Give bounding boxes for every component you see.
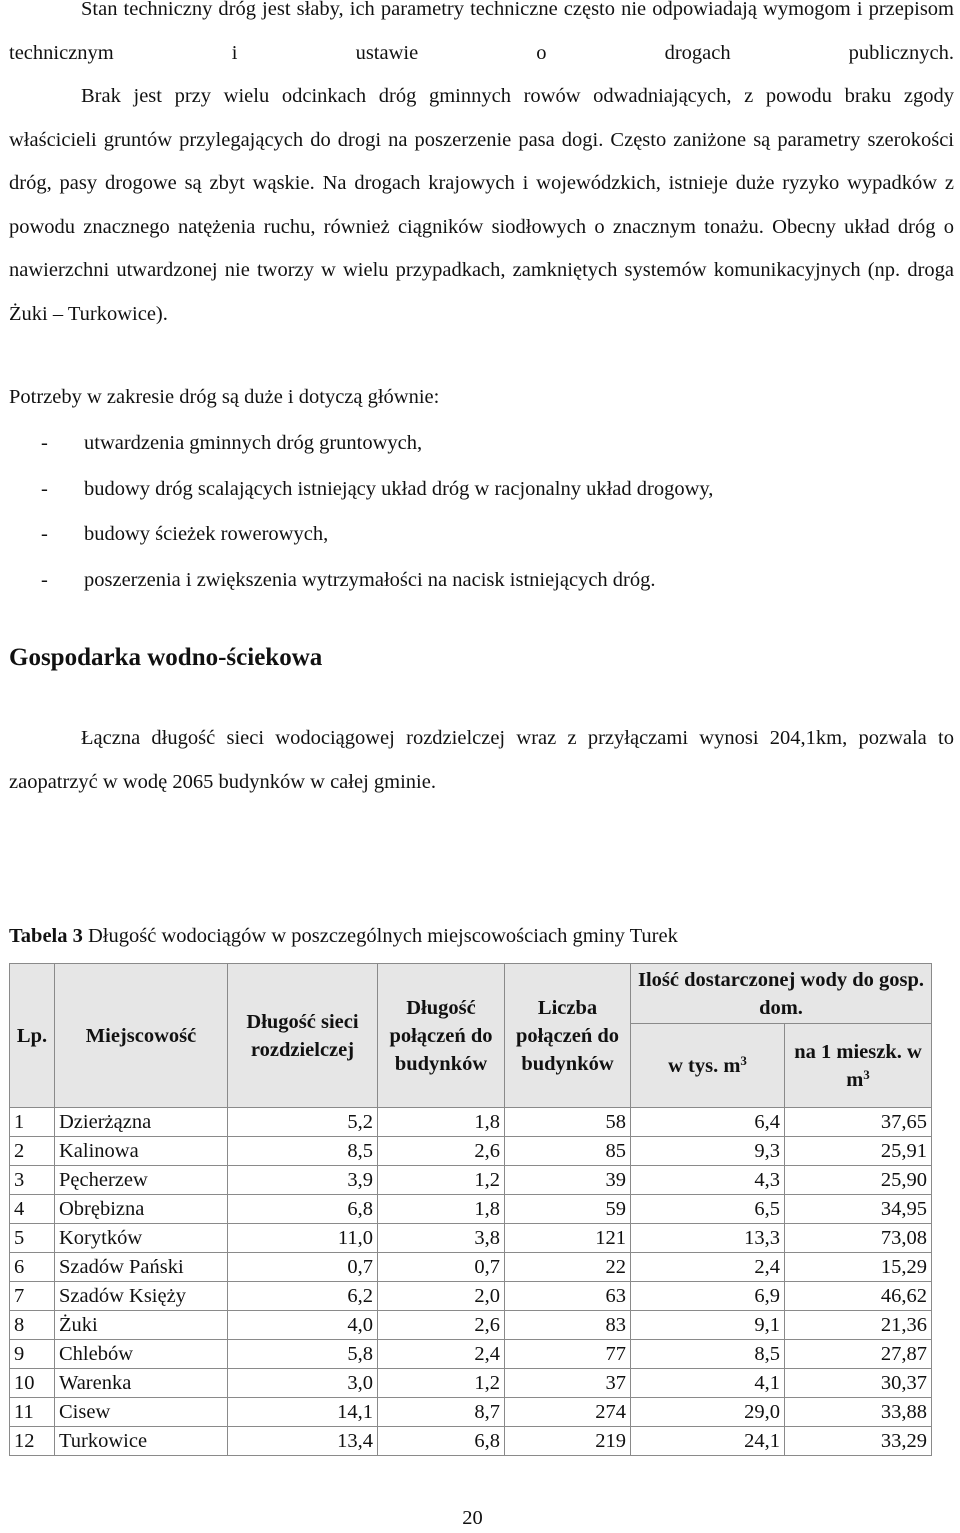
- cell-lp: 6: [10, 1253, 55, 1282]
- list-dash: -: [41, 568, 48, 591]
- section-heading: Gospodarka wodno-ściekowa: [9, 644, 323, 671]
- cell-connections-count: 63: [505, 1282, 631, 1311]
- cell-water-total: 9,1: [631, 1311, 785, 1340]
- table-row: [10, 1108, 932, 1137]
- cell-place: Obrębizna: [55, 1195, 228, 1224]
- cell-connections-length: 2,0: [378, 1282, 505, 1311]
- cell-network-length: 6,2: [228, 1282, 378, 1311]
- list-item: [9, 558, 713, 604]
- cell-place: Kalinowa: [55, 1137, 228, 1166]
- table-row: [10, 1398, 932, 1427]
- table-row: [10, 1369, 932, 1398]
- list-item-text: budowy ścieżek rowerowych,: [84, 523, 329, 545]
- cell-lp: 7: [10, 1282, 55, 1311]
- cell-connections-length: 0,7: [378, 1253, 505, 1282]
- cell-connections-length: 1,2: [378, 1166, 505, 1195]
- cell-lp: 4: [10, 1195, 55, 1224]
- page-number: 20: [462, 1507, 483, 1529]
- cell-network-length: 5,2: [228, 1108, 378, 1137]
- cell-connections-count: 58: [505, 1108, 631, 1137]
- table-row: [10, 1427, 932, 1456]
- cell-connections-length: 3,8: [378, 1224, 505, 1253]
- cell-connections-length: 8,7: [378, 1398, 505, 1427]
- cell-connections-count: 77: [505, 1340, 631, 1369]
- cell-connections-length: 2,6: [378, 1137, 505, 1166]
- table-row: [10, 1137, 932, 1166]
- cell-network-length: 11,0: [228, 1224, 378, 1253]
- list-dash: -: [41, 432, 48, 454]
- cell-water-per-resident: 15,29: [785, 1253, 932, 1282]
- cell-network-length: 0,7: [228, 1253, 378, 1282]
- list-item-text: poszerzenia i zwiększenia wytrzymałości na nacisk istniejących dróg.: [84, 568, 656, 591]
- cell-water-total: 4,1: [631, 1369, 785, 1398]
- table-row: [10, 1195, 932, 1224]
- cell-water-per-resident: 33,29: [785, 1427, 932, 1456]
- cell-place: Pęcherzew: [55, 1166, 228, 1195]
- list-item-text: utwardzenia gminnych dróg gruntowych,: [84, 432, 423, 454]
- cell-place: Dzierżązna: [55, 1108, 228, 1137]
- cell-water-per-resident: 73,08: [785, 1224, 932, 1253]
- cell-connections-count: 274: [505, 1398, 631, 1427]
- cell-network-length: 8,5: [228, 1137, 378, 1166]
- table-caption: [9, 918, 678, 954]
- table-row: [10, 1340, 932, 1369]
- header-place: Miejscowość: [55, 964, 228, 1108]
- header-network-length: Długość sieci rozdzielczej: [228, 964, 378, 1108]
- cell-lp: 11: [10, 1398, 55, 1427]
- paragraph-road-needs-intro: Potrzeby w zakresie dróg są duże i dotyczą głównie:: [9, 386, 440, 408]
- cell-water-per-resident: 33,88: [785, 1398, 932, 1427]
- table-row: [10, 1282, 932, 1311]
- cell-connections-count: 22: [505, 1253, 631, 1282]
- cell-network-length: 4,0: [228, 1311, 378, 1340]
- cell-place: Cisew: [55, 1398, 228, 1427]
- cell-water-per-resident: 37,65: [785, 1108, 932, 1137]
- cell-water-total: 29,0: [631, 1398, 785, 1427]
- cell-place: Żuki: [55, 1311, 228, 1340]
- paragraph-road-problems: Brak jest przy wielu odcinkach dróg gminnych rowów odwadniających, z powodu braku zgody właścicieli gruntów przylegających do drogi na poszerzenie pasa dogi. Często zaniżone są parametry szerokości dróg, pasy drogowe są zbyt wąskie. Na drogach krajowych i wojewódzkich, istnieje duże ryzyko wypadków z powodu znacznego natężenia ruchu, również ciągników siodłowych o znacznym tonażu. Obecny układ dróg o nawierzchni utwardzonej nie tworzy w wielu przypadkach, zamkniętych systemów komunikacyjnych (np. droga Żuki – Turkowice).: [9, 85, 954, 325]
- cell-lp: 10: [10, 1369, 55, 1398]
- cell-network-length: 3,0: [228, 1369, 378, 1398]
- cell-connections-length: 2,6: [378, 1311, 505, 1340]
- cell-connections-count: 83: [505, 1311, 631, 1340]
- table-caption-label: Tabela 3: [9, 925, 83, 947]
- paragraph-water-network: Łączna długość sieci wodociągowej rozdzielczej wraz z przyłączami wynosi 204,1km, pozwala to zaopatrzyć w wodę 2065 budynków w całej gminie.: [9, 727, 954, 793]
- cell-water-total: 6,5: [631, 1195, 785, 1224]
- cell-place: Chlebów: [55, 1340, 228, 1369]
- list-item: [9, 467, 713, 513]
- cell-lp: 2: [10, 1137, 55, 1166]
- header-water-per-resident: na 1 mieszk. w $m^3$: [785, 1024, 932, 1108]
- cell-water-per-resident: 46,62: [785, 1282, 932, 1311]
- cell-connections-length: 1,8: [378, 1195, 505, 1224]
- list-item: [9, 512, 713, 558]
- cell-connections-count: 39: [505, 1166, 631, 1195]
- water-supply-table: [9, 963, 932, 1456]
- cell-water-per-resident: 25,90: [785, 1166, 932, 1195]
- cell-water-per-resident: 21,36: [785, 1311, 932, 1340]
- cell-water-total: 8,5: [631, 1340, 785, 1369]
- cell-water-total: 2,4: [631, 1253, 785, 1282]
- cell-connections-length: 1,8: [378, 1108, 505, 1137]
- cell-connections-count: 219: [505, 1427, 631, 1456]
- list-item: [9, 421, 713, 467]
- cell-network-length: 3,9: [228, 1166, 378, 1195]
- cell-water-total: 6,9: [631, 1282, 785, 1311]
- cell-network-length: 14,1: [228, 1398, 378, 1427]
- cell-water-total: 6,4: [631, 1108, 785, 1137]
- cell-place: Warenka: [55, 1369, 228, 1398]
- superscript-exponent: 3: [740, 1052, 747, 1068]
- paragraph-road-condition: Stan techniczny dróg jest słaby, ich parametry techniczne często nie odpowiadają wymogom i przepisom technicznym i ustawie o drogach publicznych.: [9, 0, 954, 64]
- cell-place: Szadów Pański: [55, 1253, 228, 1282]
- cell-lp: 3: [10, 1166, 55, 1195]
- table-row: [10, 1166, 932, 1195]
- cell-connections-count: 85: [505, 1137, 631, 1166]
- cell-network-length: 5,8: [228, 1340, 378, 1369]
- table-row: [10, 1311, 932, 1340]
- table-row: [10, 1224, 932, 1253]
- header-connections-count: Liczba połączeń do budynków: [505, 964, 631, 1108]
- header-water-group: Ilość dostarczonej wody do gosp. dom.: [631, 964, 932, 1024]
- cell-water-total: 4,3: [631, 1166, 785, 1195]
- list-dash: -: [41, 523, 48, 545]
- list-item-text: budowy dróg scalających istniejący układ dróg w racjonalny układ drogowy,: [84, 477, 714, 500]
- cell-water-per-resident: 27,87: [785, 1340, 932, 1369]
- cell-connections-length: 1,2: [378, 1369, 505, 1398]
- cell-connections-length: 2,4: [378, 1340, 505, 1369]
- cell-lp: 12: [10, 1427, 55, 1456]
- header-lp: Lp.: [10, 964, 55, 1108]
- cell-lp: 1: [10, 1108, 55, 1137]
- table-row: [10, 1253, 932, 1282]
- cell-connections-count: 59: [505, 1195, 631, 1224]
- list-dash: -: [41, 477, 48, 500]
- cell-place: Szadów Księży: [55, 1282, 228, 1311]
- cell-water-per-resident: 34,95: [785, 1195, 932, 1224]
- table-caption-text: Długość wodociągów w poszczególnych miejscowościach gminy Turek: [82, 925, 678, 947]
- cell-lp: 9: [10, 1340, 55, 1369]
- superscript-exponent: 3: [863, 1066, 870, 1082]
- cell-place: Turkowice: [55, 1427, 228, 1456]
- cell-water-total: 9,3: [631, 1137, 785, 1166]
- cell-network-length: 6,8: [228, 1195, 378, 1224]
- cell-network-length: 13,4: [228, 1427, 378, 1456]
- cell-water-total: 13,3: [631, 1224, 785, 1253]
- cell-water-per-resident: 30,37: [785, 1369, 932, 1398]
- cell-connections-length: 6,8: [378, 1427, 505, 1456]
- cell-lp: 8: [10, 1311, 55, 1340]
- cell-connections-count: 121: [505, 1224, 631, 1253]
- cell-place: Korytków: [55, 1224, 228, 1253]
- road-needs-list: [9, 421, 713, 603]
- header-connections-length: Długość połączeń do budynków: [378, 964, 505, 1108]
- cell-lp: 5: [10, 1224, 55, 1253]
- header-water-total: w tys. $m^3$: [631, 1024, 785, 1108]
- cell-connections-count: 37: [505, 1369, 631, 1398]
- cell-water-total: 24,1: [631, 1427, 785, 1456]
- cell-water-per-resident: 25,91: [785, 1137, 932, 1166]
